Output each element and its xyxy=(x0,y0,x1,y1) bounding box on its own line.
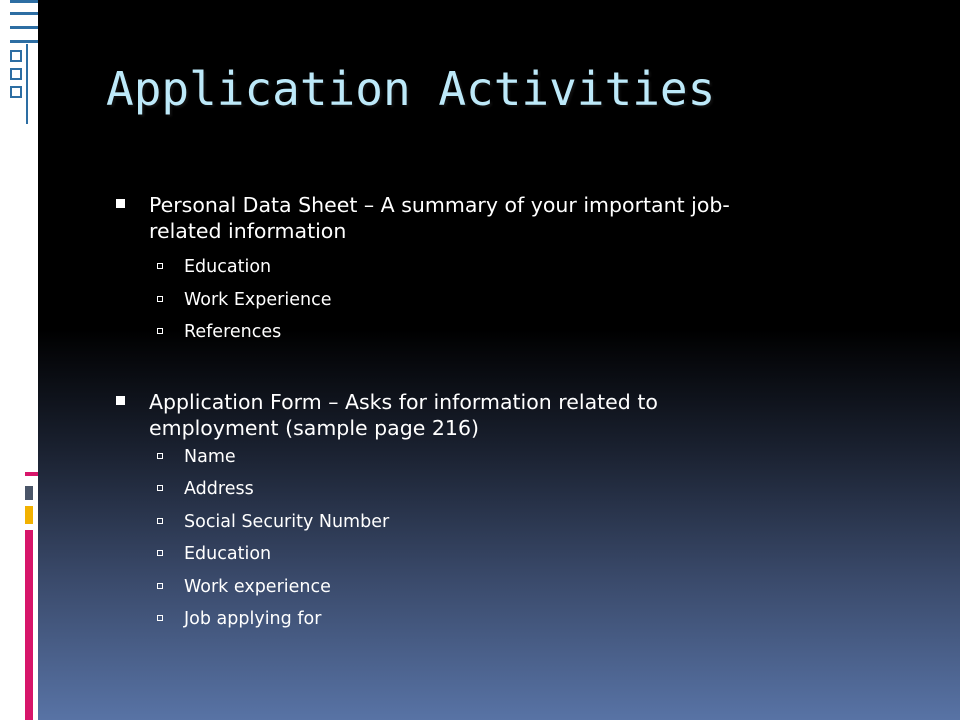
list-item: References xyxy=(114,316,854,349)
deco-square-2 xyxy=(10,68,22,80)
list-item: Address xyxy=(114,473,854,506)
square-bullet-icon xyxy=(116,199,125,208)
list-item: Work Experience xyxy=(114,284,854,317)
bullet-text-line1: Application Form – Asks for information related to xyxy=(149,389,658,414)
deco-bar-blue-top xyxy=(10,0,38,3)
list-item: Social Security Number xyxy=(114,506,854,539)
hollow-square-bullet-icon xyxy=(157,583,163,589)
deco-bar-blue-3 xyxy=(10,40,38,43)
list-item: Job applying for xyxy=(114,603,854,636)
left-decorative-panel xyxy=(0,0,38,720)
deco-vertical-line xyxy=(26,44,28,124)
deco-bar-yellow xyxy=(25,506,33,524)
bullet-text-line2: related information xyxy=(149,219,347,243)
sub-list-application-form xyxy=(114,441,854,636)
hollow-square-bullet-icon xyxy=(157,453,163,459)
list-item: Education xyxy=(114,251,854,284)
hollow-square-bullet-icon xyxy=(157,296,163,302)
bullet-application-form xyxy=(114,389,854,441)
slide-title: Application Activities xyxy=(106,62,716,116)
deco-bar-blue-1 xyxy=(10,12,38,15)
hollow-square-bullet-icon xyxy=(157,518,163,524)
deco-bar-gray xyxy=(25,486,33,500)
hollow-square-bullet-icon xyxy=(157,485,163,491)
bullet-text-line1: Personal Data Sheet – A summary of your important job- xyxy=(149,193,730,217)
deco-bar-magenta-long xyxy=(25,530,33,720)
deco-square-1 xyxy=(10,50,22,62)
hollow-square-bullet-icon xyxy=(157,263,163,269)
slide-body xyxy=(114,192,854,636)
list-item: Work experience xyxy=(114,571,854,604)
deco-square-3 xyxy=(10,86,22,98)
hollow-square-bullet-icon xyxy=(157,328,163,334)
list-item: Name xyxy=(114,441,854,474)
bullet-personal-data-sheet xyxy=(114,192,854,244)
square-bullet-icon xyxy=(116,396,125,405)
slide-content-area xyxy=(38,0,960,720)
sub-list-personal-data-sheet xyxy=(114,251,854,349)
deco-bar-blue-2 xyxy=(10,26,38,29)
bullet-text-line2: employment (sample page 216) xyxy=(149,415,479,440)
hollow-square-bullet-icon xyxy=(157,550,163,556)
list-item: Education xyxy=(114,538,854,571)
hollow-square-bullet-icon xyxy=(157,615,163,621)
deco-bar-magenta-small xyxy=(25,472,38,476)
